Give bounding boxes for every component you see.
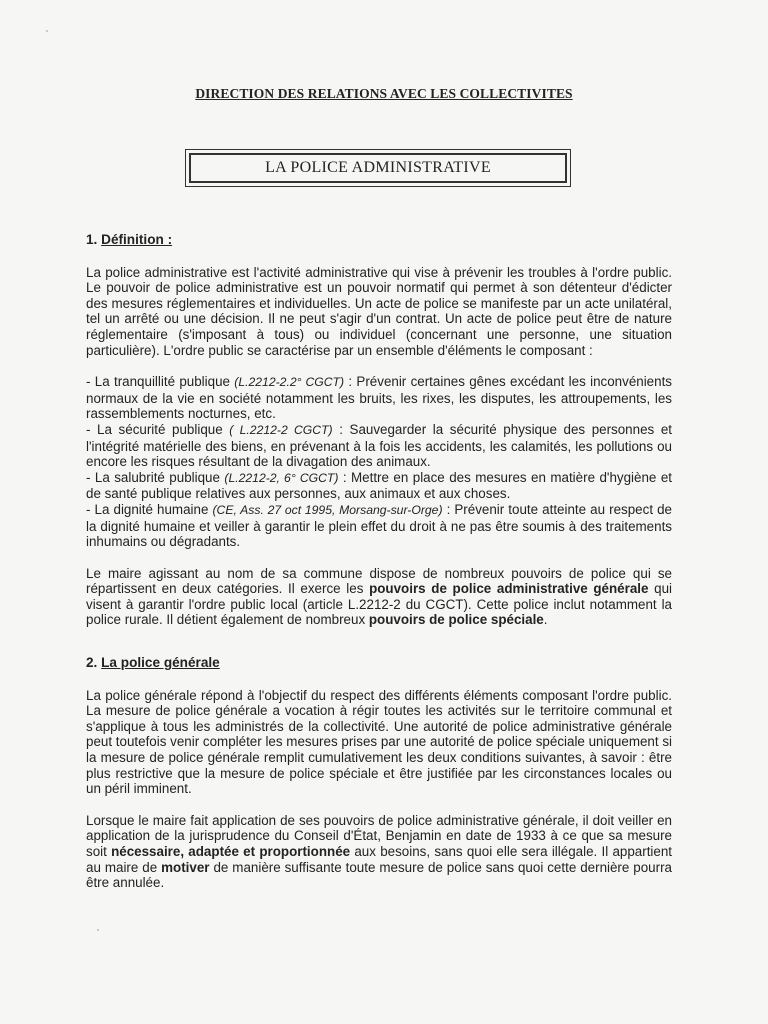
emphasis-general-police: pouvoirs de police administrative générale	[369, 581, 649, 597]
mayor-powers-paragraph: Lorsque le maire fait application de ses pouvoirs de police administrative générale, il doit veiller en application de la jurisprudence du Conseil d'État, Benjamin en date de 1933 à ce que sa mesure soit nécessaire, adaptée et proportionnée aux besoins, sans quoi elle sera illégale. Il appartient au maire de motiver de manière suffisante toute mesure de police sans quoi cette dernière pourra être annulée.	[86, 812, 673, 891]
section-2-number: 2.	[86, 655, 98, 671]
list-item-securite	[86, 422, 672, 470]
document-body	[86, 232, 672, 891]
section-2-title: La police générale	[101, 655, 220, 671]
list-item-tranquillite	[86, 374, 672, 422]
list-item-label: - La sécurité publique	[86, 421, 223, 437]
list-item-label: - La tranquillité publique	[86, 374, 230, 390]
powers-paragraph: Le maire agissant au nom de sa commune dispose de nombreux pouvoirs de police qui se répartissent en deux catégories. Il exerce les pouvoirs de police administrative générale qui visent à garantir l'ordre public local (article L.2212-2 du CGCT). Cette police inclut notamment la police rurale. Il détient également de nombreux pouvoirs de police spéciale.	[86, 565, 673, 628]
title-frame	[185, 149, 571, 187]
document-title: LA POLICE ADMINISTRATIVE	[265, 159, 491, 176]
list-item-text: : Prévenir certaines gênes excédant les inconvénients normaux de la vie en société notamment les bruits, les rixes, les disputes, les attroupements, les rassemblements nocturnes, etc.	[86, 374, 672, 422]
list-item-dignite	[86, 502, 672, 550]
list-item-text: : Mettre en place des mesures en matière d'hygiène et de santé publique relatives aux personnes, aux animaux et aux choses.	[86, 469, 672, 502]
list-item-label: - La dignité humaine	[86, 501, 209, 517]
list-item-text: : Prévenir toute atteinte au respect de la dignité humaine et veiller à garantir le plein effet du droit à ne pas être soumis à des traitements inhumains ou dégradants.	[86, 501, 673, 550]
legal-reference: ( L.2212-2 CGCT)	[229, 422, 333, 437]
list-item-text: : Sauvegarder la sécurité physique des personnes et l'intégrité matérielle des biens, en prévenant à la fois les accidents, les calamités, les pollutions ou encore les risques résultant de la divagation des animaux.	[86, 421, 672, 470]
emphasis-special-police: pouvoirs de police spéciale	[368, 612, 544, 628]
list-item-label: - La salubrité publique	[86, 469, 220, 485]
general-police-paragraph: La police générale répond à l'objectif du respect des différents éléments composant l'ordre public. La mesure de police générale a vocation à régir toutes les activités sur le territoire communal et s'applique à tous les administrés de la collectivité. Une autorité de police administrative générale peut toutefois venir compléter les mesures prises par une autorité de police spéciale uniquement si la mesure de police générale remplit cumulativement les deux conditions suivantes, à savoir : être plus restrictive que la mesure de police spéciale et être justifiée par les circonstances locales ou un péril imminent.	[86, 687, 672, 797]
scan-speck	[46, 30, 48, 32]
scan-speck	[97, 929, 99, 931]
emphasis-motivate: motiver	[161, 859, 210, 875]
emphasis-necessity: nécessaire, adaptée et proportionnée	[111, 844, 351, 859]
section-1-heading	[86, 232, 672, 248]
list-item-salubrite	[86, 470, 672, 502]
directorate-heading: DIRECTION DES RELATIONS AVEC LES COLLECTIVITES	[195, 86, 573, 101]
section-1-title: Définition :	[101, 232, 173, 247]
legal-reference: (L.2212-2, 6° CGCT)	[224, 470, 339, 485]
definition-paragraph: La police administrative est l'activité administrative qui vise à prévenir les troubles à l'ordre public. Le pouvoir de police administrative est un pouvoir normatif qui permet à son détenteur d'édicter des mesures réglementaires et individuelles. Un acte de police se manifeste par un acte unilatéral, tel un arrêté ou une décision. Il ne peut s'agir d'un contrat. Un acte de police peut être de nature réglementaire (s'imposant à tous) ou individuel (concernant une personne, une situation particulière). L'ordre public se caractérise par un ensemble d'éléments le composant :	[86, 264, 672, 358]
section-1-number: 1.	[86, 232, 98, 247]
legal-reference: (CE, Ass. 27 oct 1995, Morsang-sur-Orge)	[212, 502, 443, 517]
section-2-heading	[86, 655, 672, 671]
legal-reference: (L.2212-2.2° CGCT)	[234, 375, 345, 390]
title-frame-inner	[189, 153, 567, 183]
